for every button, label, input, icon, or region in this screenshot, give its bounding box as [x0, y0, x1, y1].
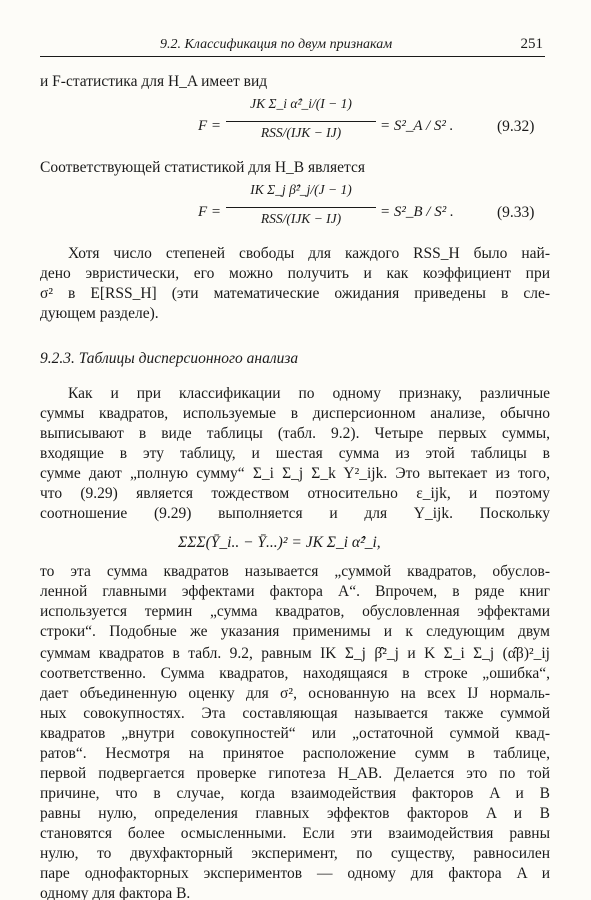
equation-number: (9.33): [497, 204, 535, 221]
text-line: ратов“. Несмотря на принятое расположение сумм в таблице,: [40, 745, 550, 762]
text-line: что (9.29) является тождеством относительно ε_ijk, и поэтому: [40, 485, 550, 502]
text-line: нулю, то двухфакторный эксперимент, по существу, равносилен: [40, 845, 550, 862]
eq-rhs: = S²_A / S² .: [380, 118, 454, 134]
text-line: дено эвристически, его можно получить и как коэффициент при: [40, 265, 550, 282]
text-line: квадратов „внутри совокупностей“ или „остаточной суммой квад-: [40, 725, 550, 742]
text-line: одному для фактора B.: [40, 885, 191, 900]
text-line: и F-статистика для H_A имеет вид: [40, 73, 268, 90]
eq-denominator: RSS/(IJK − IJ): [260, 125, 342, 140]
text-line: первой подвергается проверке гипотеза H_AB. Делается это по той: [40, 765, 550, 782]
running-header: [40, 34, 545, 57]
text-line: Как и при классификации по одному признаку, различные: [68, 385, 550, 402]
text-line: дает объединенную оценку для σ², основанную на всех IJ нормаль-: [40, 685, 550, 702]
text-line: ленной главными эффектами фактора A“. Впрочем, в ряде книг: [40, 583, 550, 600]
text-line: то эта сумма квадратов называется „суммой квадратов, обуслов-: [40, 563, 550, 580]
page-number: 251: [520, 36, 543, 52]
text-line: соотношение (9.29) выполняется и для Y_ijk. Поскольку: [40, 505, 550, 522]
sum-equation: ΣΣΣ(Ȳ_i.. − Ȳ...)² = JK Σ_i α̂²_i,: [178, 534, 381, 551]
text-line: соответственно. Сумма квадратов, находящаяся в строке „ошибка“,: [40, 665, 550, 682]
text-line: становятся более осмысленными. Если эти взаимодействия равны: [40, 825, 550, 842]
eq-denominator: RSS/(IJK − IJ): [260, 211, 342, 226]
text-line: суммам квадратов в табл. 9.2, равным IK Σ_j β̂²_j и K Σ_i Σ_j (α̂β)²_ij: [40, 645, 550, 662]
fraction-bar: [226, 121, 376, 122]
eq-rhs: = S²_B / S² .: [380, 204, 454, 220]
equation-number: (9.32): [497, 118, 535, 135]
text-line: равны нулю, определения главных эффектов факторов A и B: [40, 805, 550, 822]
header-title: 9.2. Классификация по двум признакам: [160, 37, 393, 52]
text-line: входящие в эту таблицу, и шестая сумма из этой таблицы в: [40, 445, 550, 462]
eq-lhs: F =: [198, 204, 222, 220]
text-line: σ² в E[RSS_H] (эти математические ожидания приведены в сле-: [40, 285, 550, 302]
text-line: Хотя число степеней свободы для каждого RSS_H было най-: [68, 245, 550, 262]
text-line: суммы квадратов, используемые в дисперсионном анализе, обычно: [40, 405, 550, 422]
text-line: строки“. Подобные же указания применимы и к следующим двум: [40, 623, 550, 640]
text-line: ных совокупностях. Эта составляющая называется также суммой: [40, 705, 550, 722]
eq-numerator: JK Σ_i α̂²_i/(I − 1): [250, 96, 352, 111]
eq-numerator: IK Σ_j β̂²_j/(J − 1): [250, 182, 352, 197]
text-line: используется термин „сумма квадратов, обусловленная эффектами: [40, 603, 550, 620]
eq-lhs: F =: [198, 118, 222, 134]
text-line: Соответствующей статистикой для H_B является: [40, 159, 365, 176]
fraction-bar: [226, 207, 376, 208]
text-line: дующем разделе).: [40, 305, 159, 322]
section-title: 9.2.3. Таблицы дисперсионного анализа: [40, 350, 299, 367]
text-line: сумме дают „полную сумму“ Σ_i Σ_j Σ_k Y²_ijk. Это вытекает из того,: [40, 465, 550, 482]
text-line: причине, что в случае, когда взаимодействия факторов A и B: [40, 785, 550, 802]
text-line: паре однофакторных экспериментов — одному для фактора A и: [40, 865, 550, 882]
text-line: выписывают в виде таблицы (табл. 9.2). Четыре первых суммы,: [40, 425, 550, 442]
